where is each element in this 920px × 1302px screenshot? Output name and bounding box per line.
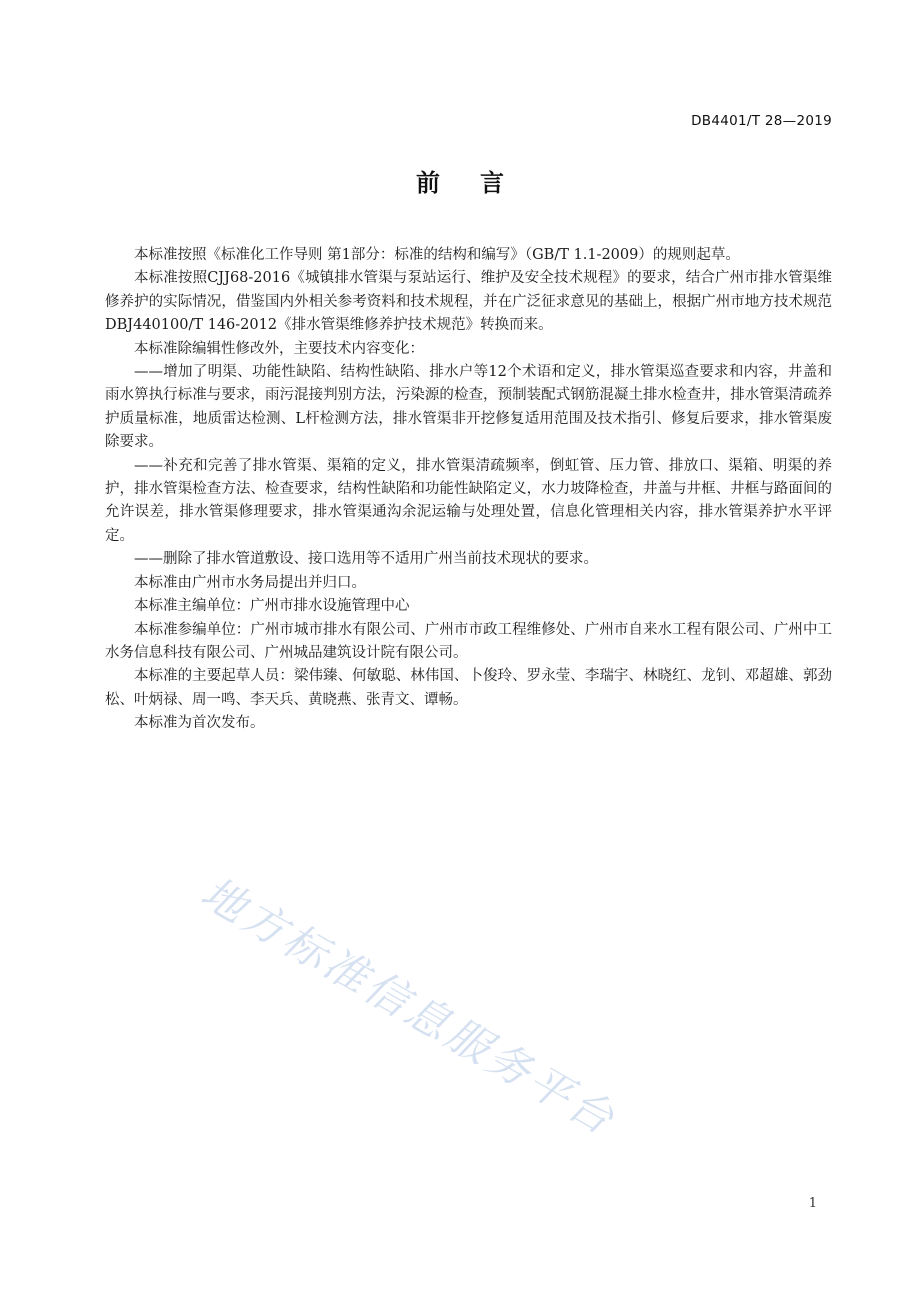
paragraph-first-release: 本标准为首次发布。 — [134, 715, 265, 732]
paragraph-drafting-rules: 本标准按照《标准化工作导则 第1部分：标准的结构和编写》（GB/T 1.1-2009）的规则起草。 — [134, 247, 740, 263]
paragraph-proposer: 本标准由广州市水务局提出并归口。 — [134, 574, 366, 591]
paragraph-added-items: ——增加了明渠、功能性缺陷、结构性缺陷、排水户等12个术语和定义，排水管渠巡查要求和内容，井盖和雨水箅执行标准与要求，雨污混接判别方法，污染源的检查，预制装配式钢筋混凝土排水检查井，排水管渠清疏养护质量标准，地质雷达检测、L杆检测方法，排水管渠非开挖修复适用范围及技术指引、修复后要求，排水管渠废除要求。 — [105, 364, 832, 451]
watermark: 地方标准信息服务平台 — [192, 867, 625, 1147]
page-title: 前言 — [416, 169, 544, 197]
paragraph-basis: 本标准按照CJJ68-2016《城镇排水管渠与泵站运行、维护及安全技术规程》的要求，结合广州市排水管渠维修养护的实际情况，借鉴国内外相关参考资料和技术规程，并在广泛征求意见的基础上，根据广州市地方技术规范DBJ440100/T 146-2012《排水管渠维修养护技术规范》转换而来。 — [105, 270, 832, 334]
paragraph-chief-editor: 本标准主编单位：广州市排水设施管理中心 — [134, 598, 410, 615]
foreword-body — [105, 244, 832, 736]
paragraph-changes-intro: 本标准除编辑性修改外，主要技术内容变化： — [134, 340, 424, 357]
document-code: DB4401/T 28—2019 — [691, 113, 832, 129]
paragraph-drafters: 本标准的主要起草人员：梁伟臻、何敏聪、林伟国、卜俊玲、罗永莹、李瑞宇、林晓红、龙钊、邓超雄、郭劲松、叶炳禄、周一鸣、李天兵、黄晓燕、张青文、谭畅。 — [105, 668, 832, 708]
page-number: 1 — [808, 1196, 817, 1211]
paragraph-deleted-items: ——删除了排水管道敷设、接口选用等不适用广州当前技术现状的要求。 — [134, 551, 598, 568]
paragraph-participating-units: 本标准参编单位：广州市城市排水有限公司、广州市市政工程维修处、广州市自来水工程有限公司、广州中工水务信息科技有限公司、广州城品建筑设计院有限公司。 — [105, 621, 832, 661]
paragraph-supplemented-items: ——补充和完善了排水管渠、渠箱的定义，排水管渠清疏频率，倒虹管、压力管、排放口、渠箱、明渠的养护，排水管渠检查方法、检查要求，结构性缺陷和功能性缺陷定义，水力坡降检查，井盖与井框、井框与路面间的允许误差，排水管渠修理要求，排水管渠通沟余泥运输与处理处置，信息化管理相关内容，排水管渠养护水平评定。 — [105, 457, 832, 544]
